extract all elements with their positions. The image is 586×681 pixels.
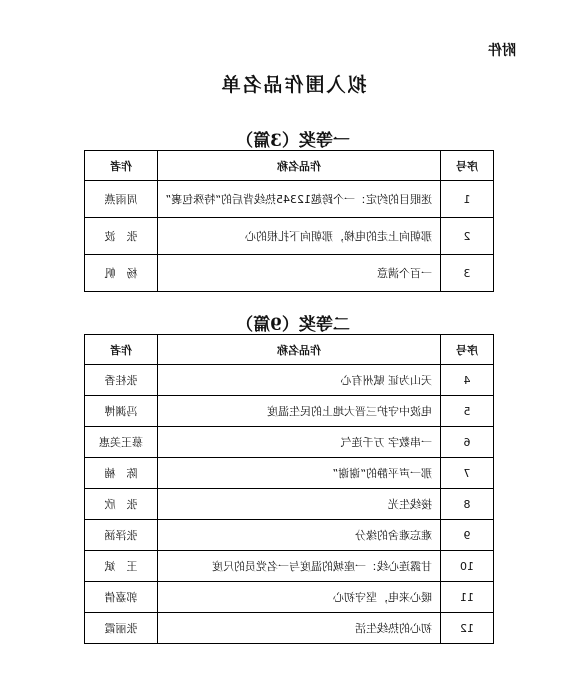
row-title: 初心的热线生活 [158,613,441,644]
row-no: 4 [441,365,494,396]
row-no: 8 [441,489,494,520]
table-row [85,613,494,644]
row-title: 一串数字 万千连气 [158,427,441,458]
header-author: 作者 [85,335,158,365]
row-title: 天山为证 赋州有心 [158,365,441,396]
section-heading-second-prize: 二等奖（9篇） [236,315,350,335]
row-title: 一百个满意 [158,255,441,292]
attachment-label: 附件 [488,43,516,59]
row-title: 接线生光 [158,489,441,520]
row-title: 迷眼目的约定：一个跨越12345热线背后的“特殊包裹” [158,181,441,218]
header-title: 作品名称 [158,335,441,365]
table-row [85,427,494,458]
row-title: 暖心来电，坚守初心 [158,582,441,613]
row-title: 电波中守护三晋大地上的民生温度 [158,396,441,427]
row-no: 12 [441,613,494,644]
row-no: 2 [441,218,494,255]
row-author: 冯渊博 [85,396,158,427]
row-author: 张丽霞 [85,613,158,644]
row-author: 张泽涵 [85,520,158,551]
second-prize-table [84,334,494,644]
row-no: 10 [441,551,494,582]
row-author: 周雨燕 [85,181,158,218]
table-row [85,365,494,396]
row-title: 那一声平静的“谢谢” [158,458,441,489]
row-no: 5 [441,396,494,427]
row-no: 7 [441,458,494,489]
row-no: 6 [441,427,494,458]
section-heading-first-prize: 一等奖（3篇） [236,131,350,151]
table-header-row [85,335,494,365]
row-author: 张 波 [85,218,158,255]
row-author: 张桂香 [85,365,158,396]
page-title: 拟入围作品名单 [219,74,367,96]
table-row [85,489,494,520]
table-row [85,582,494,613]
row-no: 3 [441,255,494,292]
table-row [85,551,494,582]
row-title: 难忘难舍的缘分 [158,520,441,551]
row-author: 杨 帆 [85,255,158,292]
header-no: 序号 [441,151,494,181]
table-header-row [85,151,494,181]
table-row [85,218,494,255]
table-row [85,255,494,292]
row-no: 11 [441,582,494,613]
header-title: 作品名称 [158,151,441,181]
row-author: 郭嘉倩 [85,582,158,613]
row-no: 1 [441,181,494,218]
header-author: 作者 [85,151,158,181]
table-row [85,181,494,218]
row-author: 慕王美惠 [85,427,158,458]
table-row [85,458,494,489]
table-row [85,520,494,551]
row-author: 王 斌 [85,551,158,582]
row-author: 张 欣 [85,489,158,520]
row-no: 9 [441,520,494,551]
table-row [85,396,494,427]
row-title: 甘露连心线：一座城的温度与一名党员的尺度 [158,551,441,582]
first-prize-table [84,150,494,292]
row-author: 陈 楠 [85,458,158,489]
header-no: 序号 [441,335,494,365]
row-title: 那朝向上走的电梯，那朝向下扎根的心 [158,218,441,255]
